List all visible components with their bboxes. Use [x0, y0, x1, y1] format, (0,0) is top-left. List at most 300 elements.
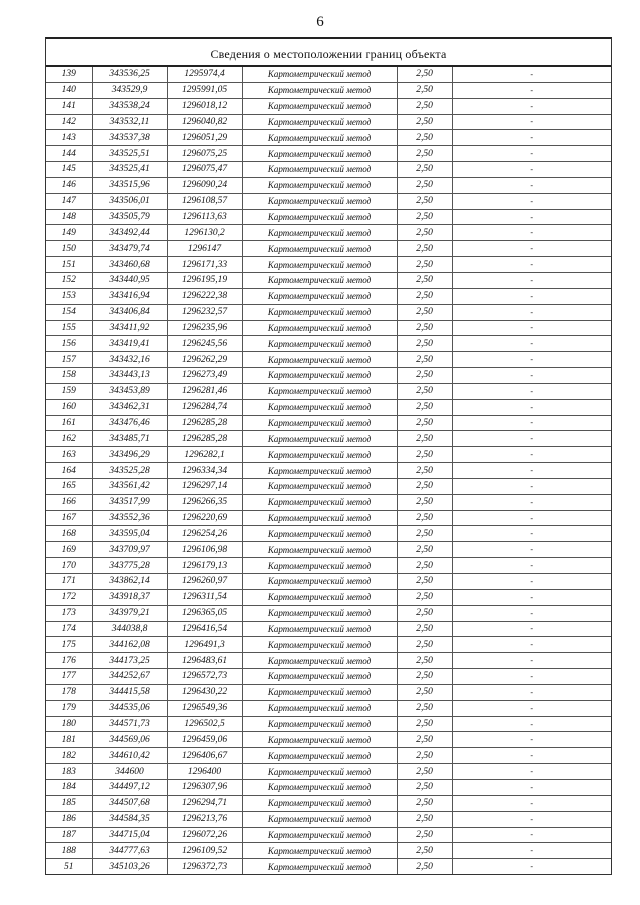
accuracy-cell: 2,50: [397, 82, 452, 98]
y-coordinate-cell: 1296260,97: [167, 574, 242, 590]
x-coordinate-cell: 343462,31: [92, 399, 167, 415]
accuracy-cell: 2,50: [397, 114, 452, 130]
point-number-cell: 176: [46, 653, 92, 669]
x-coordinate-cell: 343506,01: [92, 193, 167, 209]
y-coordinate-cell: 1296334,34: [167, 463, 242, 479]
point-number-cell: 160: [46, 399, 92, 415]
table-row: [46, 146, 611, 162]
point-number-cell: 151: [46, 257, 92, 273]
table-row: [46, 843, 611, 859]
method-cell: Картометрический метод: [242, 415, 397, 431]
table-row: [46, 98, 611, 114]
point-number-cell: 140: [46, 82, 92, 98]
point-number-cell: 179: [46, 700, 92, 716]
table-row: [46, 716, 611, 732]
accuracy-cell: 2,50: [397, 574, 452, 590]
point-number-cell: 147: [46, 193, 92, 209]
y-coordinate-cell: 1295974,4: [167, 67, 242, 82]
accuracy-cell: 2,50: [397, 241, 452, 257]
y-coordinate-cell: 1296245,56: [167, 336, 242, 352]
table-row: [46, 732, 611, 748]
method-cell: Картометрический метод: [242, 272, 397, 288]
method-cell: Картометрический метод: [242, 478, 397, 494]
point-number-cell: 152: [46, 272, 92, 288]
y-coordinate-cell: 1296311,54: [167, 589, 242, 605]
method-cell: Картометрический метод: [242, 67, 397, 82]
accuracy-cell: 2,50: [397, 272, 452, 288]
point-number-cell: 177: [46, 669, 92, 685]
point-number-cell: 159: [46, 383, 92, 399]
point-number-cell: 149: [46, 225, 92, 241]
accuracy-cell: 2,50: [397, 669, 452, 685]
accuracy-cell: 2,50: [397, 257, 452, 273]
x-coordinate-cell: 344777,63: [92, 843, 167, 859]
x-coordinate-cell: 343525,41: [92, 162, 167, 178]
x-coordinate-cell: 343529,9: [92, 82, 167, 98]
y-coordinate-cell: 1296222,38: [167, 288, 242, 304]
accuracy-cell: 2,50: [397, 225, 452, 241]
y-coordinate-cell: 1296282,1: [167, 447, 242, 463]
table-row: [46, 558, 611, 574]
boundary-table-frame: [45, 37, 612, 875]
coordinates-table: [46, 67, 611, 874]
accuracy-cell: 2,50: [397, 526, 452, 542]
accuracy-cell: 2,50: [397, 98, 452, 114]
point-number-cell: 178: [46, 684, 92, 700]
point-number-cell: 184: [46, 779, 92, 795]
table-row: [46, 653, 611, 669]
description-cell: -: [452, 209, 611, 225]
y-coordinate-cell: 1296108,57: [167, 193, 242, 209]
point-number-cell: 187: [46, 827, 92, 843]
y-coordinate-cell: 1296365,05: [167, 605, 242, 621]
table-row: [46, 415, 611, 431]
x-coordinate-cell: 343595,04: [92, 526, 167, 542]
accuracy-cell: 2,50: [397, 700, 452, 716]
point-number-cell: 185: [46, 795, 92, 811]
accuracy-cell: 2,50: [397, 177, 452, 193]
method-cell: Картометрический метод: [242, 827, 397, 843]
x-coordinate-cell: 343525,28: [92, 463, 167, 479]
x-coordinate-cell: 343525,51: [92, 146, 167, 162]
method-cell: Картометрический метод: [242, 304, 397, 320]
table-row: [46, 352, 611, 368]
method-cell: Картометрический метод: [242, 779, 397, 795]
table-row: [46, 811, 611, 827]
accuracy-cell: 2,50: [397, 637, 452, 653]
y-coordinate-cell: 1296285,28: [167, 415, 242, 431]
method-cell: Картометрический метод: [242, 82, 397, 98]
method-cell: Картометрический метод: [242, 859, 397, 874]
description-cell: -: [452, 478, 611, 494]
table-row: [46, 684, 611, 700]
x-coordinate-cell: 343517,99: [92, 494, 167, 510]
y-coordinate-cell: 1296284,74: [167, 399, 242, 415]
point-number-cell: 163: [46, 447, 92, 463]
description-cell: -: [452, 748, 611, 764]
method-cell: Картометрический метод: [242, 843, 397, 859]
table-row: [46, 494, 611, 510]
description-cell: -: [452, 795, 611, 811]
point-number-cell: 170: [46, 558, 92, 574]
method-cell: Картометрический метод: [242, 383, 397, 399]
description-cell: -: [452, 574, 611, 590]
x-coordinate-cell: 344610,42: [92, 748, 167, 764]
point-number-cell: 174: [46, 621, 92, 637]
point-number-cell: 172: [46, 589, 92, 605]
table-row: [46, 225, 611, 241]
x-coordinate-cell: 343411,92: [92, 320, 167, 336]
y-coordinate-cell: 1296051,29: [167, 130, 242, 146]
y-coordinate-cell: 1296491,3: [167, 637, 242, 653]
x-coordinate-cell: 344584,35: [92, 811, 167, 827]
method-cell: Картометрический метод: [242, 463, 397, 479]
accuracy-cell: 2,50: [397, 764, 452, 780]
method-cell: Картометрический метод: [242, 637, 397, 653]
table-row: [46, 130, 611, 146]
description-cell: -: [452, 67, 611, 82]
accuracy-cell: 2,50: [397, 415, 452, 431]
description-cell: -: [452, 82, 611, 98]
y-coordinate-cell: 1296281,46: [167, 383, 242, 399]
method-cell: Картометрический метод: [242, 764, 397, 780]
method-cell: Картометрический метод: [242, 558, 397, 574]
description-cell: -: [452, 415, 611, 431]
table-row: [46, 193, 611, 209]
method-cell: Картометрический метод: [242, 716, 397, 732]
point-number-cell: 166: [46, 494, 92, 510]
x-coordinate-cell: 343536,25: [92, 67, 167, 82]
y-coordinate-cell: 1296018,12: [167, 98, 242, 114]
x-coordinate-cell: 343552,36: [92, 510, 167, 526]
table-row: [46, 574, 611, 590]
method-cell: Картометрический метод: [242, 748, 397, 764]
y-coordinate-cell: 1296273,49: [167, 368, 242, 384]
accuracy-cell: 2,50: [397, 146, 452, 162]
y-coordinate-cell: 1296106,98: [167, 542, 242, 558]
accuracy-cell: 2,50: [397, 779, 452, 795]
description-cell: -: [530, 862, 534, 872]
table-row: [46, 82, 611, 98]
y-coordinate-cell: 1296232,57: [167, 304, 242, 320]
table-row: [46, 177, 611, 193]
y-coordinate-cell: 1296285,28: [167, 431, 242, 447]
x-coordinate-cell: 343432,16: [92, 352, 167, 368]
description-cell: -: [452, 716, 611, 732]
point-number-cell: 171: [46, 574, 92, 590]
x-coordinate-cell: 343561,42: [92, 478, 167, 494]
description-cell: -: [452, 779, 611, 795]
x-coordinate-cell: 343476,46: [92, 415, 167, 431]
y-coordinate-cell: 1296109,52: [167, 843, 242, 859]
point-number-cell: 169: [46, 542, 92, 558]
y-coordinate-cell: 1296307,96: [167, 779, 242, 795]
x-coordinate-cell: 344715,04: [92, 827, 167, 843]
point-number-cell: 180: [46, 716, 92, 732]
table-row: [46, 748, 611, 764]
y-coordinate-cell: 1296549,36: [167, 700, 242, 716]
description-cell: -: [452, 368, 611, 384]
point-number-cell: 158: [46, 368, 92, 384]
description-cell: -: [452, 510, 611, 526]
description-cell: -: [452, 669, 611, 685]
accuracy-cell: 2,50: [397, 67, 452, 82]
description-cell: -: [452, 558, 611, 574]
point-number-cell: 168: [46, 526, 92, 542]
accuracy-cell: 2,50: [397, 431, 452, 447]
method-cell: Картометрический метод: [242, 574, 397, 590]
y-coordinate-cell: 1296147: [167, 241, 242, 257]
description-cell: -: [452, 177, 611, 193]
description-cell: -: [452, 288, 611, 304]
point-number-cell: 153: [46, 288, 92, 304]
description-cell: -: [452, 526, 611, 542]
x-coordinate-cell: 343479,74: [92, 241, 167, 257]
description-cell: -: [452, 352, 611, 368]
accuracy-cell: 2,50: [397, 320, 452, 336]
accuracy-cell: 2,50: [397, 843, 452, 859]
method-cell: Картометрический метод: [242, 352, 397, 368]
page-number: 6: [316, 14, 324, 30]
description-cell: -: [452, 653, 611, 669]
x-coordinate-cell: 343443,13: [92, 368, 167, 384]
point-number-cell: 150: [46, 241, 92, 257]
point-number-cell: 143: [46, 130, 92, 146]
point-number-cell: 165: [46, 478, 92, 494]
x-coordinate-cell: 343515,96: [92, 177, 167, 193]
x-coordinate-cell: 343406,84: [92, 304, 167, 320]
method-cell: Картометрический метод: [242, 732, 397, 748]
accuracy-cell: 2,50: [397, 368, 452, 384]
y-coordinate-cell: 1296075,25: [167, 146, 242, 162]
table-row: [46, 700, 611, 716]
y-coordinate-cell: 1295991,05: [167, 82, 242, 98]
x-coordinate-cell: 343532,11: [92, 114, 167, 130]
y-coordinate-cell: 1296266,35: [167, 494, 242, 510]
method-cell: Картометрический метод: [242, 447, 397, 463]
method-cell: Картометрический метод: [242, 589, 397, 605]
coordinates-table-body: [46, 67, 611, 874]
method-cell: Картометрический метод: [242, 320, 397, 336]
accuracy-cell: 2,50: [397, 510, 452, 526]
table-row: [46, 288, 611, 304]
y-coordinate-cell: 1296235,96: [167, 320, 242, 336]
accuracy-cell: 2,50: [397, 336, 452, 352]
x-coordinate-cell: 343416,94: [92, 288, 167, 304]
description-cell: -: [452, 827, 611, 843]
table-row: [46, 669, 611, 685]
method-cell: Картометрический метод: [242, 494, 397, 510]
accuracy-cell: 2,50: [397, 288, 452, 304]
description-cell: -: [452, 463, 611, 479]
point-number-cell: 188: [46, 843, 92, 859]
table-row: [46, 272, 611, 288]
method-cell: Картометрический метод: [242, 684, 397, 700]
x-coordinate-cell: 344569,06: [92, 732, 167, 748]
accuracy-cell: 2,50: [397, 605, 452, 621]
point-number-cell: 51: [46, 859, 92, 874]
point-number-cell: 139: [46, 67, 92, 82]
description-cell: -: [452, 447, 611, 463]
accuracy-cell: 2,50: [397, 716, 452, 732]
point-number-cell: 141: [46, 98, 92, 114]
table-row: [46, 114, 611, 130]
table-row: [46, 795, 611, 811]
x-coordinate-cell: 343538,24: [92, 98, 167, 114]
point-number-cell: 154: [46, 304, 92, 320]
description-cell: -: [452, 637, 611, 653]
method-cell: Картометрический метод: [242, 288, 397, 304]
method-cell: Картометрический метод: [242, 368, 397, 384]
table-row: [46, 241, 611, 257]
y-coordinate-cell: 1296483,61: [167, 653, 242, 669]
description-cell: -: [452, 542, 611, 558]
y-coordinate-cell: 1296430,22: [167, 684, 242, 700]
point-number-cell: 162: [46, 431, 92, 447]
point-number-cell: 164: [46, 463, 92, 479]
point-number-cell: 142: [46, 114, 92, 130]
table-row: [46, 320, 611, 336]
table-row: [46, 859, 611, 874]
description-cell: -: [452, 843, 611, 859]
description-cell: -: [452, 193, 611, 209]
x-coordinate-cell: 343485,71: [92, 431, 167, 447]
y-coordinate-cell: 1296220,69: [167, 510, 242, 526]
accuracy-cell: 2,50: [397, 399, 452, 415]
y-coordinate-cell: 1296171,33: [167, 257, 242, 273]
point-number-cell: 155: [46, 320, 92, 336]
description-cell: -: [452, 146, 611, 162]
table-row: [46, 542, 611, 558]
description-cell: -: [452, 304, 611, 320]
description-cell: -: [452, 336, 611, 352]
method-cell: Картометрический метод: [242, 510, 397, 526]
y-coordinate-cell: 1296179,13: [167, 558, 242, 574]
x-coordinate-cell: 344507,68: [92, 795, 167, 811]
method-cell: Картометрический метод: [242, 526, 397, 542]
point-number-cell: 173: [46, 605, 92, 621]
x-coordinate-cell: 344173,25: [92, 653, 167, 669]
x-coordinate-cell: 343918,37: [92, 589, 167, 605]
method-cell: Картометрический метод: [242, 114, 397, 130]
x-coordinate-cell: 344571,73: [92, 716, 167, 732]
x-coordinate-cell: 343440,95: [92, 272, 167, 288]
point-number-cell: 148: [46, 209, 92, 225]
table-row: [46, 67, 611, 82]
accuracy-cell: 2,50: [397, 859, 452, 874]
accuracy-cell: 2,50: [397, 811, 452, 827]
x-coordinate-cell: 343453,89: [92, 383, 167, 399]
x-coordinate-cell: 343460,68: [92, 257, 167, 273]
accuracy-cell: 2,50: [397, 748, 452, 764]
x-coordinate-cell: 344415,58: [92, 684, 167, 700]
y-coordinate-cell: 1296406,67: [167, 748, 242, 764]
point-number-cell: 167: [46, 510, 92, 526]
x-coordinate-cell: 343496,29: [92, 447, 167, 463]
y-coordinate-cell: 1296294,71: [167, 795, 242, 811]
y-coordinate-cell: 1296459,06: [167, 732, 242, 748]
section-title: Сведения о местоположении границ объекта: [46, 39, 611, 67]
table-row: [46, 605, 611, 621]
y-coordinate-cell: 1296297,14: [167, 478, 242, 494]
description-cell: -: [452, 431, 611, 447]
table-row: [46, 447, 611, 463]
method-cell: Картометрический метод: [242, 700, 397, 716]
table-row: [46, 304, 611, 320]
y-coordinate-cell: 1296502,5: [167, 716, 242, 732]
x-coordinate-cell: 344038,8: [92, 621, 167, 637]
x-coordinate-cell: 343419,41: [92, 336, 167, 352]
point-number-cell: 175: [46, 637, 92, 653]
y-coordinate-cell: 1296090,24: [167, 177, 242, 193]
point-number-cell: 156: [46, 336, 92, 352]
table-row: [46, 368, 611, 384]
y-coordinate-cell: 1296130,2: [167, 225, 242, 241]
accuracy-cell: 2,50: [397, 162, 452, 178]
point-number-cell: 146: [46, 177, 92, 193]
x-coordinate-cell: 344600: [92, 764, 167, 780]
accuracy-cell: 2,50: [397, 494, 452, 510]
table-row: [46, 431, 611, 447]
point-number-cell: 186: [46, 811, 92, 827]
point-number-cell: 145: [46, 162, 92, 178]
description-cell: -: [452, 225, 611, 241]
y-coordinate-cell: 1296572,73: [167, 669, 242, 685]
point-number-cell: 161: [46, 415, 92, 431]
accuracy-cell: 2,50: [397, 193, 452, 209]
table-row: [46, 764, 611, 780]
x-coordinate-cell: 343979,21: [92, 605, 167, 621]
description-cell: -: [452, 811, 611, 827]
description-cell: -: [452, 383, 611, 399]
method-cell: Картометрический метод: [242, 257, 397, 273]
accuracy-cell: 2,50: [397, 558, 452, 574]
description-cell: -: [452, 130, 611, 146]
accuracy-cell: 2,50: [397, 209, 452, 225]
method-cell: Картометрический метод: [242, 605, 397, 621]
y-coordinate-cell: 1296113,63: [167, 209, 242, 225]
accuracy-cell: 2,50: [397, 304, 452, 320]
x-coordinate-cell: 344252,67: [92, 669, 167, 685]
accuracy-cell: 2,50: [397, 352, 452, 368]
method-cell: Картометрический метод: [242, 146, 397, 162]
x-coordinate-cell: 343775,28: [92, 558, 167, 574]
table-row: [46, 637, 611, 653]
method-cell: Картометрический метод: [242, 399, 397, 415]
method-cell: Картометрический метод: [242, 209, 397, 225]
x-coordinate-cell: 343492,44: [92, 225, 167, 241]
method-cell: Картометрический метод: [242, 193, 397, 209]
accuracy-cell: 2,50: [397, 542, 452, 558]
point-number-cell: 181: [46, 732, 92, 748]
accuracy-cell: 2,50: [397, 732, 452, 748]
table-row: [46, 162, 611, 178]
table-row: [46, 383, 611, 399]
description-cell: -: [452, 272, 611, 288]
x-coordinate-cell: 345103,26: [92, 859, 167, 874]
table-row: [46, 336, 611, 352]
table-row: [46, 827, 611, 843]
method-cell: Картометрический метод: [242, 431, 397, 447]
table-row: [46, 526, 611, 542]
method-cell: Картометрический метод: [242, 130, 397, 146]
description-cell: -: [452, 241, 611, 257]
accuracy-cell: 2,50: [397, 478, 452, 494]
x-coordinate-cell: 344535,06: [92, 700, 167, 716]
description-cell: -: [452, 98, 611, 114]
method-cell: Картометрический метод: [242, 621, 397, 637]
y-coordinate-cell: 1296254,26: [167, 526, 242, 542]
